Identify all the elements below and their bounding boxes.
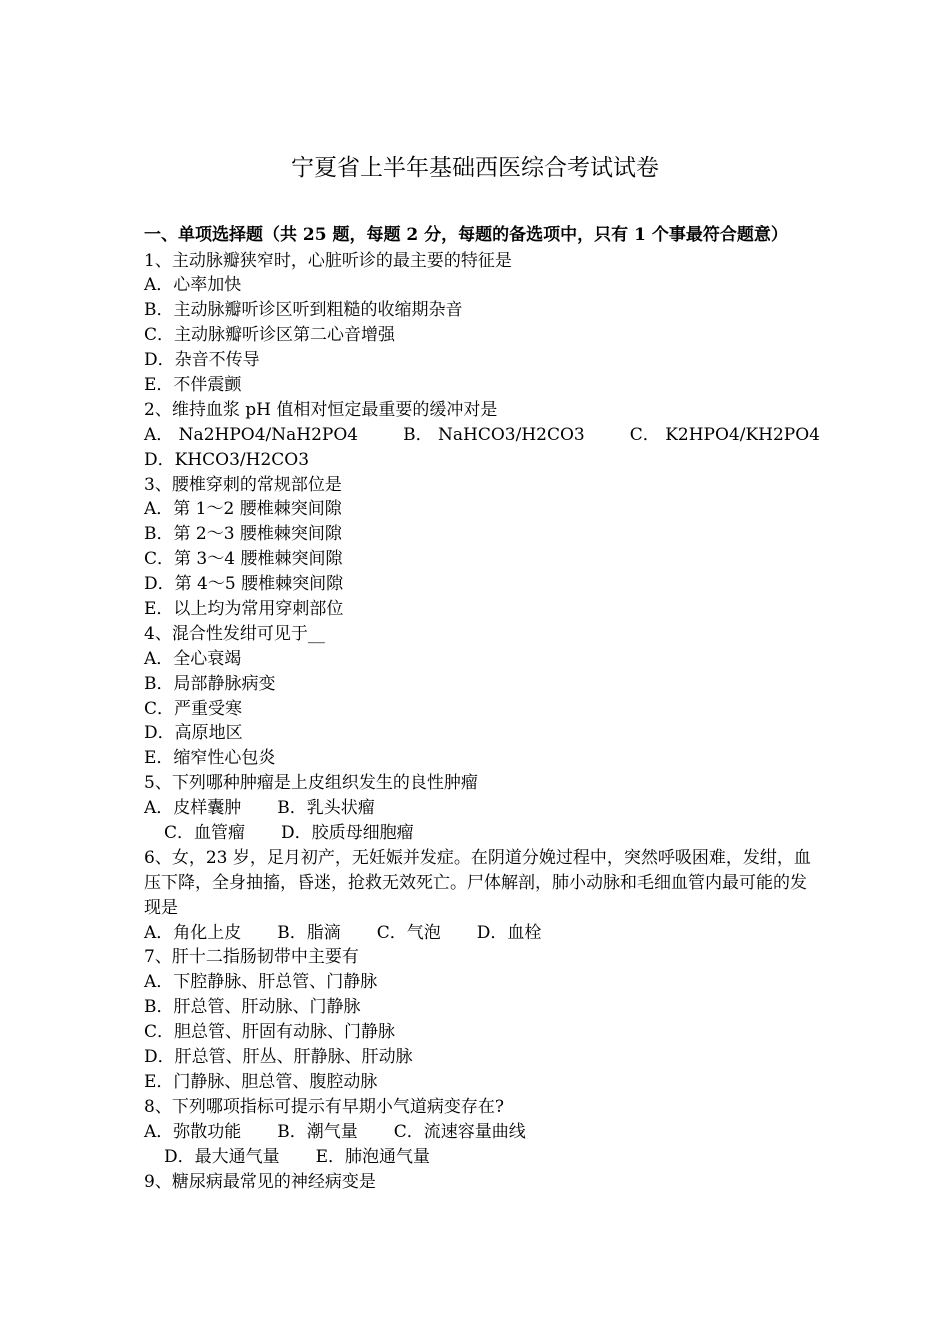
option-c: C．第 3～4 腰椎棘突间隙 — [144, 549, 343, 570]
question-stem: 1、主动脉瓣狭窄时，心脏听诊的最主要的特征是 — [144, 250, 512, 271]
question-stem: 2、维持血浆 pH 值相对恒定最重要的缓冲对是 — [144, 399, 498, 420]
option-a: A．第 1～2 腰椎棘突间隙 — [144, 499, 342, 520]
option-b: B． NaHCO3/H2CO3 — [403, 424, 585, 445]
question-6 — [144, 846, 820, 946]
question-9 — [144, 1170, 820, 1195]
option-e: E．缩窄性心包炎 — [144, 748, 276, 769]
option-b: B．潮气量 — [277, 1121, 358, 1142]
question-5 — [144, 771, 820, 846]
option-c: C．主动脉瓣听诊区第二心音增强 — [144, 325, 396, 346]
options-row — [144, 1120, 820, 1145]
option-a: A．皮样囊肿 — [144, 798, 242, 819]
question-stem: 4、混合性发绀可见于__ — [144, 623, 325, 644]
option-c: C．气泡 — [376, 922, 441, 943]
option-b: B．肝总管、肝动脉、门静脉 — [144, 997, 361, 1018]
option-d: D．胶质母细胞瘤 — [281, 822, 414, 843]
question-8 — [144, 1095, 820, 1170]
option-a: A．全心衰竭 — [144, 648, 242, 669]
question-stem: 8、下列哪项指标可提示有早期小气道病变存在? — [144, 1096, 504, 1117]
question-stem: 3、腰椎穿刺的常规部位是 — [144, 474, 342, 495]
option-c: C．胆总管、肝固有动脉、门静脉 — [144, 1022, 396, 1043]
question-1 — [144, 249, 820, 398]
option-a: A．弥散功能 — [144, 1121, 242, 1142]
options-row — [144, 423, 820, 448]
option-d: D．杂音不传导 — [144, 350, 260, 371]
option-d: D．血栓 — [476, 922, 542, 943]
options-row — [144, 1145, 820, 1170]
option-e: E．不伴震颤 — [144, 374, 242, 395]
option-a: A．心率加快 — [144, 275, 242, 296]
document-title: 宁夏省上半年基础西医综合考试试卷 — [291, 155, 659, 181]
option-a: A．下腔静脉、肝总管、门静脉 — [144, 972, 378, 993]
option-d: D．KHCO3/H2CO3 — [144, 449, 310, 470]
option-b: B．局部静脉病变 — [144, 673, 276, 694]
question-stem: 5、下列哪种肿瘤是上皮组织发生的良性肿瘤 — [144, 773, 478, 794]
question-stem: 7、肝十二指肠韧带中主要有 — [144, 947, 359, 968]
section-heading: 一、单项选择题（共 25 题，每题 2 分，每题的备选项中，只有 1 个事最符合题意） — [144, 225, 788, 245]
option-d: D．最大通气量 — [164, 1146, 280, 1167]
option-b: B．主动脉瓣听诊区听到粗糙的收缩期杂音 — [144, 300, 463, 321]
option-c: C．严重受寒 — [144, 698, 243, 719]
option-e: E．以上均为常用穿刺部位 — [144, 598, 344, 619]
question-stem: 9、糖尿病最常见的神经病变是 — [144, 1171, 376, 1192]
question-7 — [144, 945, 820, 1094]
options-row — [144, 796, 820, 821]
options-row — [144, 921, 820, 946]
option-c: C． K2HPO4/KH2PO4 — [629, 424, 820, 445]
option-e: E．肺泡通气量 — [315, 1146, 431, 1167]
option-c: C．流速容量曲线 — [393, 1121, 526, 1142]
option-b: B．乳头状瘤 — [277, 798, 375, 819]
option-d: D．肝总管、肝丛、肝静脉、肝动脉 — [144, 1047, 413, 1068]
option-a: A． Na2HPO4/NaH2PO4 — [144, 424, 359, 445]
option-a: A．角化上皮 — [144, 922, 242, 943]
question-2 — [144, 398, 820, 473]
option-b: B．第 2～3 腰椎棘突间隙 — [144, 524, 342, 545]
question-3 — [144, 473, 820, 622]
option-c: C．血管瘤 — [164, 822, 246, 843]
document-body — [144, 223, 820, 1194]
question-4 — [144, 622, 820, 771]
option-d: D．高原地区 — [144, 723, 243, 744]
options-row — [144, 821, 820, 846]
option-b: B．脂滴 — [277, 922, 341, 943]
option-e: E．门静脉、胆总管、腹腔动脉 — [144, 1071, 378, 1092]
question-stem: 6、女，23 岁，足月初产，无妊娠并发症。在阴道分娩过程中，突然呼吸困难，发绀，血压下降，全身抽搐，昏迷，抢救无效死亡。尸体解剖，肺小动脉和毛细血管内最可能的发现是 — [144, 847, 811, 918]
option-d: D．第 4～5 腰椎棘突间隙 — [144, 574, 344, 595]
